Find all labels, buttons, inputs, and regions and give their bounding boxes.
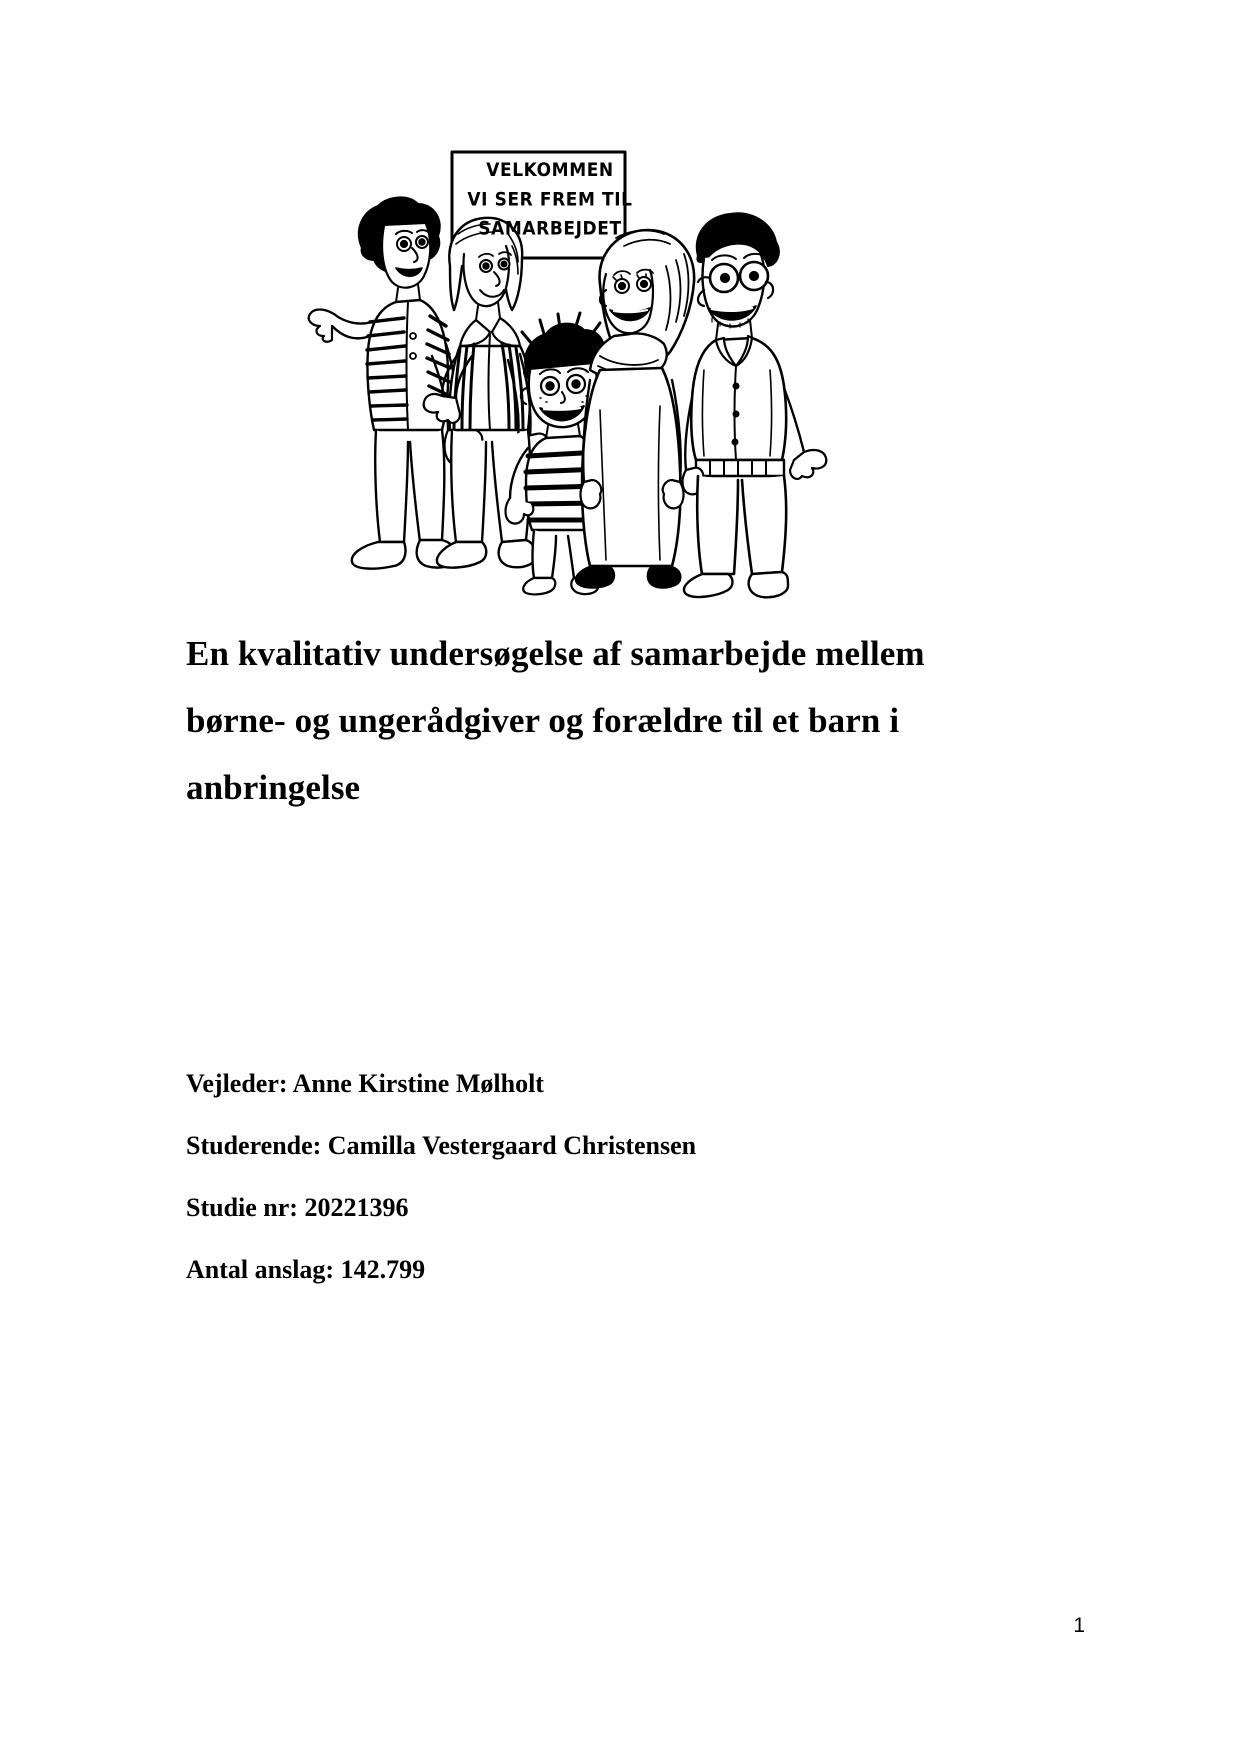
- page-title: [186, 620, 996, 821]
- title-line-2: børne- og ungerådgiver og forældre til et barn i: [186, 701, 900, 740]
- author-metadata: [186, 1053, 986, 1301]
- title-line-3: anbringelse: [186, 768, 361, 807]
- speech-bubble-line-2: VI SER FREM TIL: [467, 188, 633, 211]
- supervisor-line: Vejleder: Anne Kirstine Mølholt: [186, 1069, 544, 1098]
- student-number-line: Studie nr: 20221396: [186, 1193, 409, 1222]
- speech-bubble-line-3: SAMARBEJDET: [478, 217, 622, 240]
- title-line-1: En kvalitativ undersøgelse af samarbejde mellem: [186, 634, 925, 673]
- figure-woman-with-headscarf: [576, 230, 694, 588]
- student-line: Studerende: Camilla Vestergaard Christensen: [186, 1131, 697, 1160]
- character-count-line: Antal anslag: 142.799: [186, 1255, 426, 1284]
- page-number: 1: [1073, 1614, 1085, 1637]
- figure-man-with-glasses: [683, 213, 827, 597]
- cover-illustration: [300, 130, 920, 600]
- speech-bubble-text: [460, 156, 640, 243]
- speech-bubble-line-1: VELKOMMEN: [486, 159, 614, 182]
